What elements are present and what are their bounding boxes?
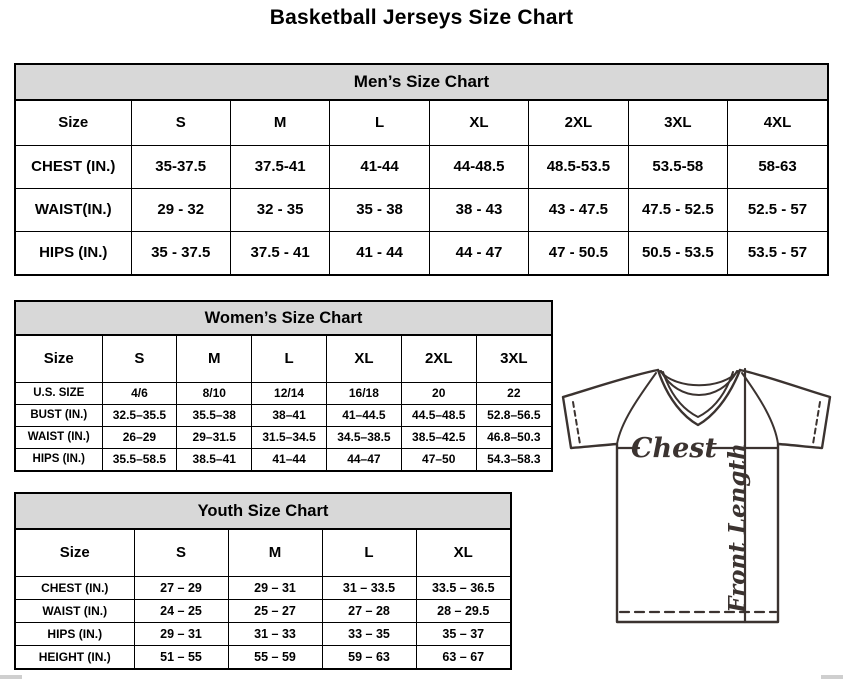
size-column-header: XL	[429, 101, 528, 145]
measurement-row-label: U.S. SIZE	[16, 382, 102, 404]
size-value-cell: 52.8–56.5	[476, 404, 551, 426]
youth-size-table	[16, 530, 510, 668]
size-value-cell: 47–50	[401, 448, 476, 470]
size-value-cell: 58-63	[728, 145, 827, 188]
chest-label: Chest	[631, 433, 717, 464]
size-column-header: M	[177, 336, 252, 382]
size-value-cell: 35.5–38	[177, 404, 252, 426]
youth-chart-caption: Youth Size Chart	[16, 494, 510, 530]
size-column-header: M	[230, 101, 329, 145]
measurement-row-label: WAIST (IN.)	[16, 599, 134, 622]
size-value-cell: 31 – 33	[228, 622, 322, 645]
size-column-header: L	[322, 530, 416, 576]
size-value-cell: 29 – 31	[228, 576, 322, 599]
size-value-cell: 35.5–58.5	[102, 448, 177, 470]
size-value-cell: 27 – 29	[134, 576, 228, 599]
size-value-cell: 35 - 37.5	[131, 231, 230, 274]
size-value-cell: 43 - 47.5	[529, 188, 628, 231]
size-value-cell: 33.5 – 36.5	[416, 576, 510, 599]
size-value-cell: 52.5 - 57	[728, 188, 827, 231]
size-value-cell: 54.3–58.3	[476, 448, 551, 470]
size-value-cell: 41–44	[252, 448, 327, 470]
size-value-cell: 31 – 33.5	[322, 576, 416, 599]
womens-size-chart	[14, 300, 553, 472]
size-value-cell: 12/14	[252, 382, 327, 404]
size-value-cell: 20	[401, 382, 476, 404]
size-column-header: 3XL	[628, 101, 727, 145]
size-column-header: L	[252, 336, 327, 382]
size-value-cell: 55 – 59	[228, 645, 322, 668]
size-value-cell: 34.5–38.5	[326, 426, 401, 448]
size-value-cell: 38.5–41	[177, 448, 252, 470]
size-column-header: 2XL	[401, 336, 476, 382]
size-value-cell: 38.5–42.5	[401, 426, 476, 448]
size-value-cell: 41–44.5	[326, 404, 401, 426]
right-armhole-seam	[742, 373, 778, 444]
size-column-header: 3XL	[476, 336, 551, 382]
size-column-header: S	[134, 530, 228, 576]
size-column-header: S	[131, 101, 230, 145]
size-column-header: L	[330, 101, 429, 145]
jersey-outline	[563, 370, 830, 622]
bottom-right-corner-artifact	[821, 675, 843, 679]
size-column-header: 2XL	[529, 101, 628, 145]
size-column-header: XL	[416, 530, 510, 576]
size-value-cell: 31.5–34.5	[252, 426, 327, 448]
size-value-cell: 53.5-58	[628, 145, 727, 188]
measurement-row	[16, 231, 827, 274]
jersey-measurement-diagram	[556, 360, 843, 632]
jersey-diagram-svg	[556, 360, 843, 632]
measurement-row-label: HEIGHT (IN.)	[16, 645, 134, 668]
size-value-cell: 35 – 37	[416, 622, 510, 645]
size-value-cell: 24 – 25	[134, 599, 228, 622]
size-value-cell: 29 – 31	[134, 622, 228, 645]
size-column-header: XL	[326, 336, 401, 382]
bottom-left-corner-artifact	[0, 675, 22, 679]
size-value-cell: 29–31.5	[177, 426, 252, 448]
size-value-cell: 53.5 - 57	[728, 231, 827, 274]
size-value-cell: 37.5-41	[230, 145, 329, 188]
size-corner-header: Size	[16, 336, 102, 382]
measurement-row	[16, 576, 510, 599]
measurement-row-label: CHEST (IN.)	[16, 145, 131, 188]
measurement-row	[16, 645, 510, 668]
measurement-row-label: HIPS (IN.)	[16, 448, 102, 470]
size-value-cell: 32.5–35.5	[102, 404, 177, 426]
size-header-row	[16, 101, 827, 145]
size-value-cell: 44-48.5	[429, 145, 528, 188]
size-value-cell: 46.8–50.3	[476, 426, 551, 448]
mens-size-table	[16, 101, 827, 274]
size-value-cell: 38 - 43	[429, 188, 528, 231]
collar-band-arc-1	[660, 371, 738, 385]
measurement-row	[16, 404, 551, 426]
size-value-cell: 8/10	[177, 382, 252, 404]
left-cuff-dashed-line	[573, 402, 580, 444]
size-value-cell: 26–29	[102, 426, 177, 448]
youth-size-chart	[14, 492, 512, 670]
size-value-cell: 41-44	[330, 145, 429, 188]
measurement-row-label: WAIST(IN.)	[16, 188, 131, 231]
size-value-cell: 50.5 - 53.5	[628, 231, 727, 274]
size-value-cell: 63 – 67	[416, 645, 510, 668]
size-header-row	[16, 530, 510, 576]
size-header-row	[16, 336, 551, 382]
right-cuff-dashed-line	[813, 402, 820, 444]
size-value-cell: 38–41	[252, 404, 327, 426]
size-value-cell: 33 – 35	[322, 622, 416, 645]
size-value-cell: 37.5 - 41	[230, 231, 329, 274]
size-value-cell: 35 - 38	[330, 188, 429, 231]
measurement-row-label: CHEST (IN.)	[16, 576, 134, 599]
mens-size-chart	[14, 63, 829, 276]
size-value-cell: 47 - 50.5	[529, 231, 628, 274]
measurement-row-label: BUST (IN.)	[16, 404, 102, 426]
size-value-cell: 4/6	[102, 382, 177, 404]
measurement-row-label: WAIST (IN.)	[16, 426, 102, 448]
size-value-cell: 32 - 35	[230, 188, 329, 231]
size-corner-header: Size	[16, 530, 134, 576]
womens-size-table	[16, 336, 551, 470]
measurement-row	[16, 599, 510, 622]
size-corner-header: Size	[16, 101, 131, 145]
womens-chart-caption: Women’s Size Chart	[16, 302, 551, 336]
size-column-header: 4XL	[728, 101, 827, 145]
size-value-cell: 47.5 - 52.5	[628, 188, 727, 231]
measurement-row	[16, 188, 827, 231]
size-value-cell: 25 – 27	[228, 599, 322, 622]
size-value-cell: 16/18	[326, 382, 401, 404]
size-value-cell: 27 – 28	[322, 599, 416, 622]
size-value-cell: 28 – 29.5	[416, 599, 510, 622]
measurement-row	[16, 622, 510, 645]
measurement-row	[16, 426, 551, 448]
measurement-row-label: HIPS (IN.)	[16, 231, 131, 274]
size-column-header: M	[228, 530, 322, 576]
size-value-cell: 29 - 32	[131, 188, 230, 231]
measurement-row	[16, 382, 551, 404]
size-value-cell: 59 – 63	[322, 645, 416, 668]
size-column-header: S	[102, 336, 177, 382]
size-value-cell: 44 - 47	[429, 231, 528, 274]
mens-chart-caption: Men’s Size Chart	[16, 65, 827, 101]
size-value-cell: 44–47	[326, 448, 401, 470]
size-value-cell: 51 – 55	[134, 645, 228, 668]
front-length-label: Front Length	[724, 443, 751, 613]
size-value-cell: 48.5-53.5	[529, 145, 628, 188]
size-value-cell: 22	[476, 382, 551, 404]
size-value-cell: 41 - 44	[330, 231, 429, 274]
measurement-row-label: HIPS (IN.)	[16, 622, 134, 645]
page-title: Basketball Jerseys Size Chart	[269, 6, 574, 29]
measurement-row	[16, 145, 827, 188]
size-value-cell: 35-37.5	[131, 145, 230, 188]
measurement-row	[16, 448, 551, 470]
size-value-cell: 44.5–48.5	[401, 404, 476, 426]
